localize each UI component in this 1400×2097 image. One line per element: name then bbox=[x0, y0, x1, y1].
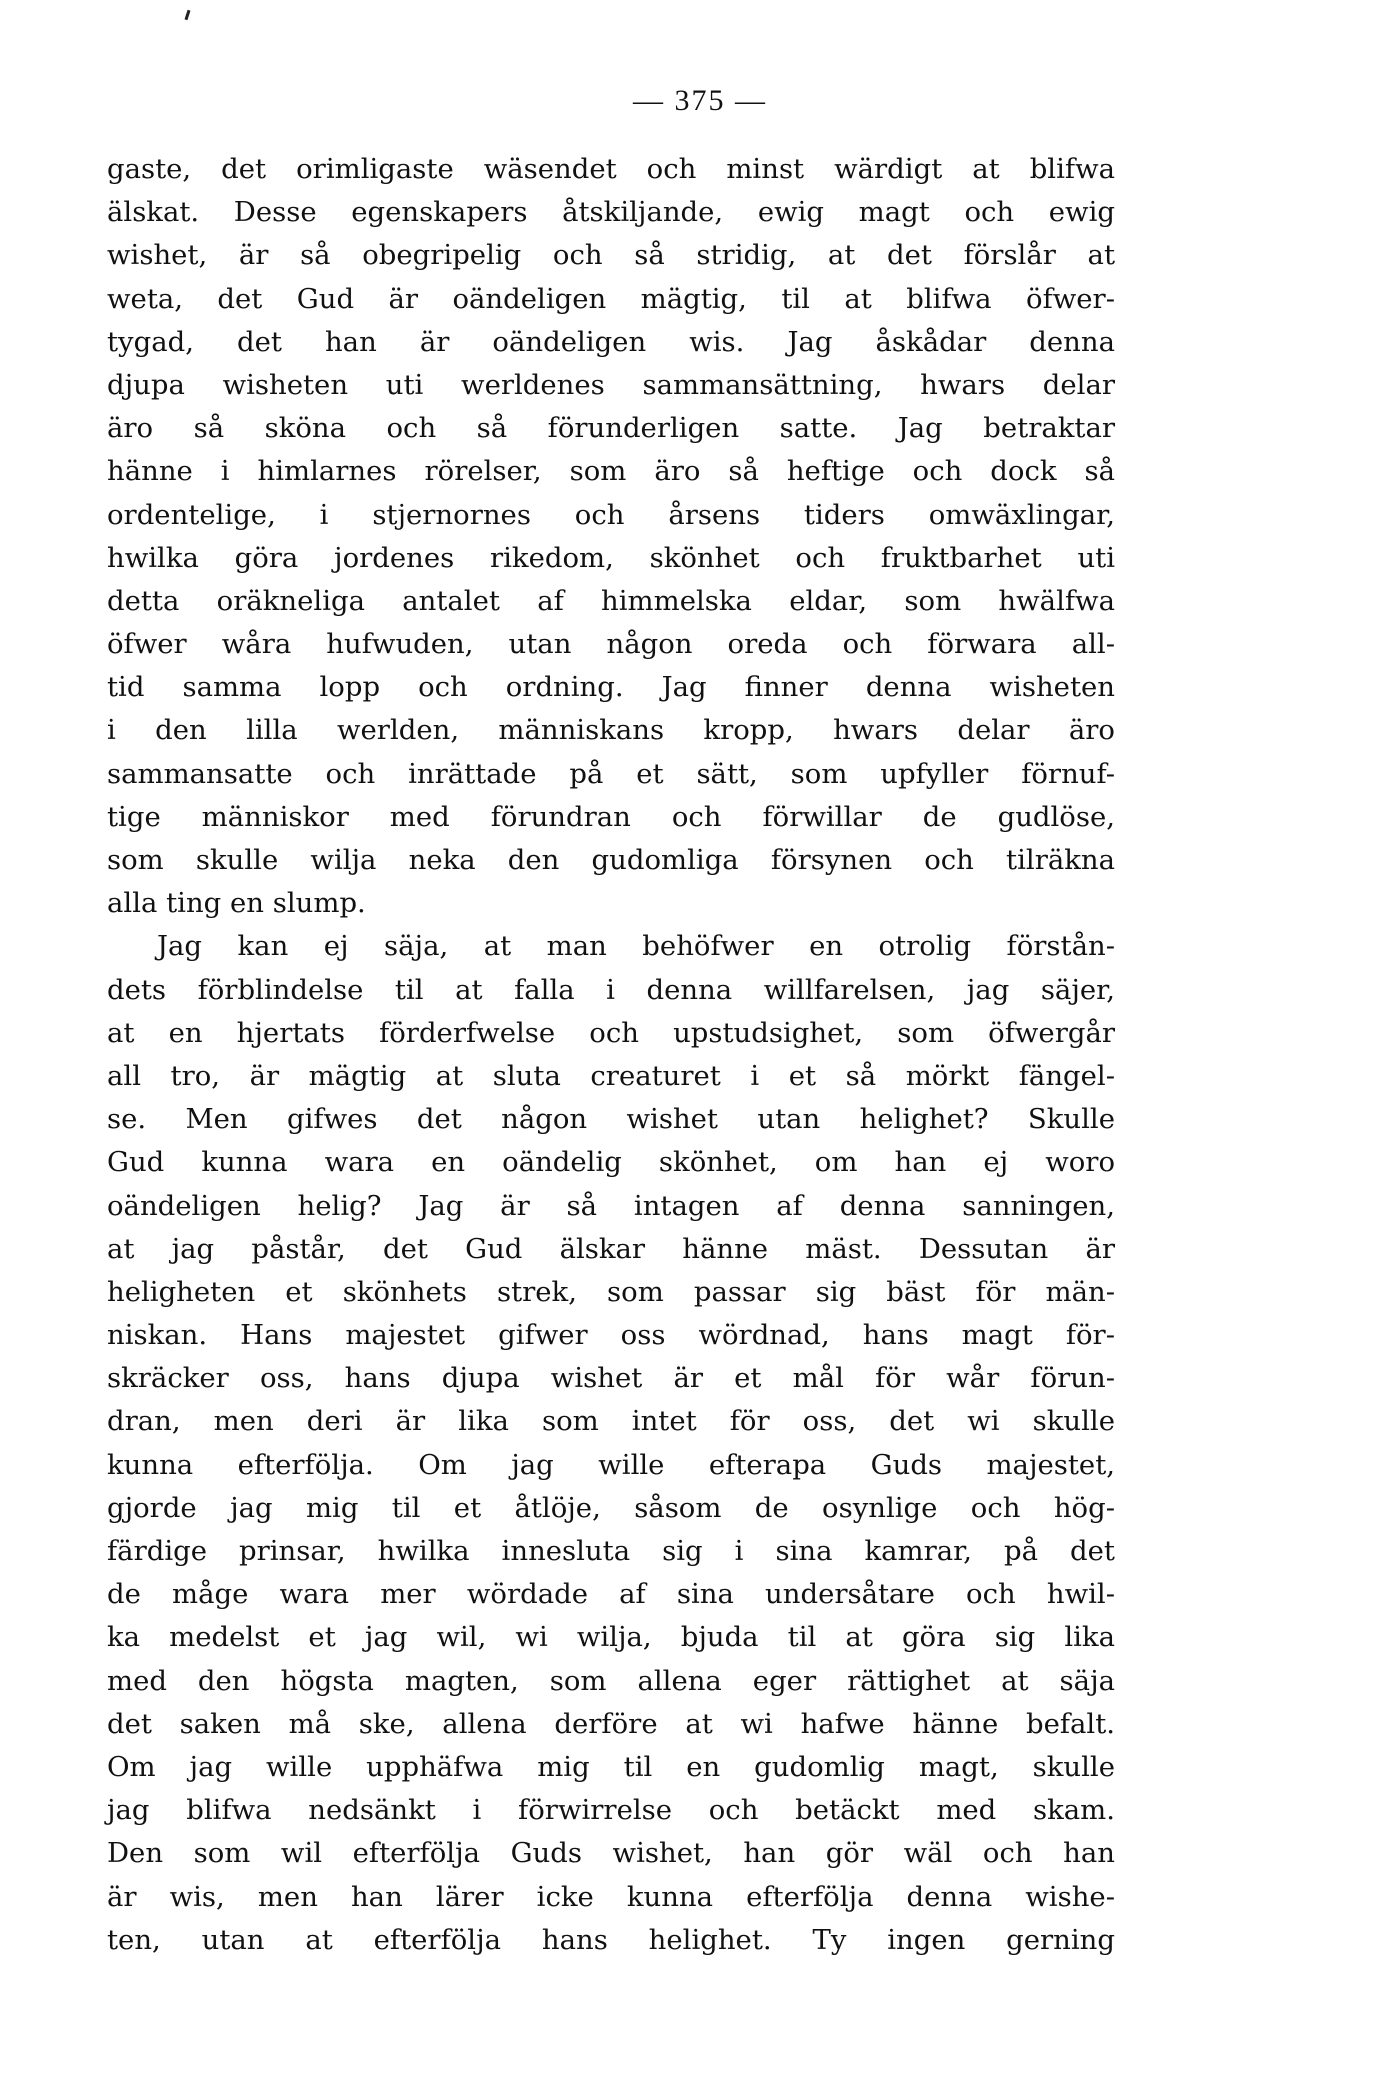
text-line: ka medelst et jag wil, wi wilja, bjuda til at göra sig lika bbox=[107, 1621, 1115, 1654]
text-line: de måge wara mer wördade af sina undersåtare och hwil- bbox=[107, 1578, 1115, 1611]
text-line: hänne i himlarnes rörelser, som äro så heftige och dock så bbox=[107, 455, 1115, 488]
text-line: at jag påstår, det Gud älskar hänne mäst. Dessutan är bbox=[107, 1232, 1115, 1265]
text-line: hwilka göra jordenes rikedom, skönhet och fruktbarhet uti bbox=[107, 541, 1115, 574]
text-line: Gud kunna wara en oändelig skönhet, om han ej woro bbox=[107, 1146, 1115, 1179]
body-text bbox=[107, 148, 1115, 1962]
text-line: dran, men deri är lika som intet för oss, det wi skulle bbox=[107, 1405, 1115, 1438]
text-line: detta oräkneliga antalet af himmelska eldar, som hwälfwa bbox=[107, 584, 1115, 617]
text-line: ten, utan at efterfölja hans helighet. Ty ingen gerning bbox=[107, 1923, 1115, 1956]
text-line: i den lilla werlden, människans kropp, hwars delar äro bbox=[107, 714, 1115, 747]
text-line: Den som wil efterfölja Guds wishet, han gör wäl och han bbox=[107, 1837, 1115, 1870]
text-line: at en hjertats förderfwelse och upstudsighet, som öfwergår bbox=[107, 1016, 1115, 1049]
text-line: kunna efterfölja. Om jag wille efterapa Guds majestet, bbox=[107, 1448, 1115, 1481]
text-line: med den högsta magten, som allena eger rättighet at säja bbox=[107, 1664, 1115, 1697]
paragraph-start-line: Jag kan ej säja, at man behöfwer en otrolig förstån- bbox=[157, 930, 1115, 963]
text-line: dets förblindelse til at falla i denna willfarelsen, jag säjer, bbox=[107, 973, 1115, 1006]
text-line: djupa wisheten uti werldenes sammansättning, hwars delar bbox=[107, 368, 1115, 401]
text-line: sammansatte och inrättade på et sätt, som upfyller förnuf- bbox=[107, 757, 1115, 790]
text-line: som skulle wilja neka den gudomliga försynen och tilräkna bbox=[107, 844, 1115, 876]
text-line: det saken må ske, allena derföre at wi hafwe hänne befalt. bbox=[107, 1707, 1115, 1740]
text-line: gaste, det orimligaste wäsendet och minst wärdigt at blifwa bbox=[107, 153, 1115, 185]
text-line: niskan. Hans majestet gifwer oss wördnad, hans magt för- bbox=[107, 1319, 1115, 1352]
text-line: tid samma lopp och ordning. Jag finner denna wisheten bbox=[107, 671, 1115, 704]
text-line: tige människor med förundran och förwillar de gudlöse, bbox=[107, 800, 1115, 833]
text-line: skräcker oss, hans djupa wishet är et mål för wår förun- bbox=[107, 1362, 1115, 1395]
text-line: tygad, det han är oändeligen wis. Jag åskådar denna bbox=[107, 325, 1115, 358]
text-line: weta, det Gud är oändeligen mägtig, til at blifwa öfwer- bbox=[107, 282, 1115, 315]
text-line: öfwer wåra hufwuden, utan någon oreda och förwara all- bbox=[107, 628, 1115, 661]
text-line: är wis, men han lärer icke kunna efterfölja denna wishe- bbox=[107, 1880, 1115, 1913]
page-number: — 375 — bbox=[633, 84, 767, 117]
text-line: all tro, är mägtig at sluta creaturet i et så mörkt fängel- bbox=[107, 1059, 1115, 1092]
text-line: oändeligen helig? Jag är så intagen af denna sanningen, bbox=[107, 1189, 1115, 1222]
text-line: gjorde jag mig til et åtlöje, såsom de osynlige och hög- bbox=[107, 1491, 1115, 1524]
text-line: se. Men gifwes det någon wishet utan helighet? Skulle bbox=[107, 1103, 1115, 1136]
text-line: färdige prinsar, hwilka innesluta sig i sina kamrar, på det bbox=[107, 1535, 1115, 1567]
text-line: Om jag wille upphäfwa mig til en gudomlig magt, skulle bbox=[107, 1750, 1115, 1783]
text-line: älskat. Desse egenskapers åtskiljande, ewig magt och ewig bbox=[107, 196, 1115, 229]
paragraph-end-line: alla ting en slump. bbox=[107, 887, 366, 920]
text-line: äro så sköna och så förunderligen satte. Jag betraktar bbox=[107, 412, 1115, 445]
text-line: ordentelige, i stjernornes och årsens tiders omwäxlingar, bbox=[107, 498, 1115, 531]
text-line: heligheten et skönhets strek, som passar sig bäst för män- bbox=[107, 1275, 1115, 1308]
text-line: wishet, är så obegripelig och så stridig, at det förslår at bbox=[107, 239, 1115, 272]
text-line: jag blifwa nedsänkt i förwirrelse och betäckt med skam. bbox=[107, 1794, 1115, 1827]
stray-ink-mark bbox=[185, 10, 191, 20]
